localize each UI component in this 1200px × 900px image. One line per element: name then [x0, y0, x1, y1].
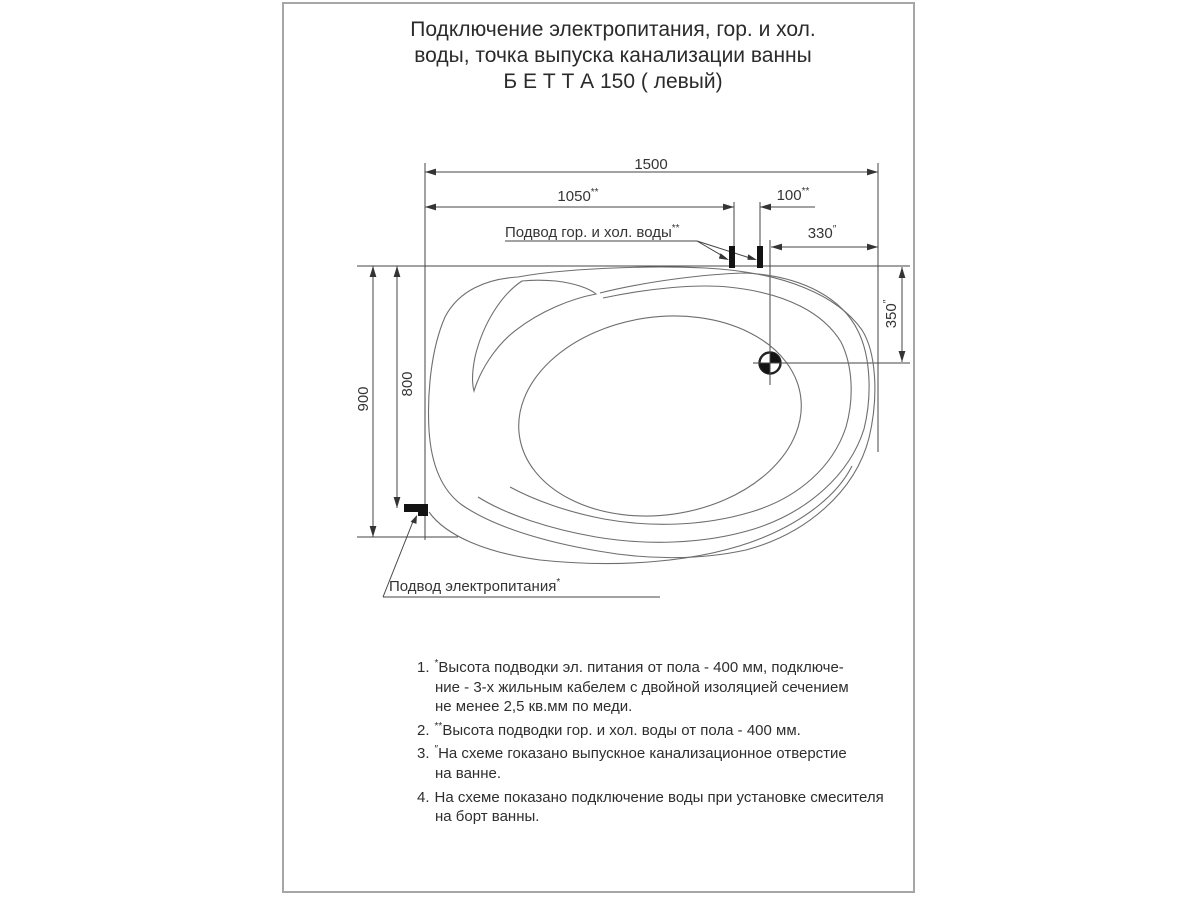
extension-lines	[357, 163, 910, 540]
arrow-icon	[394, 497, 401, 508]
tub-basin-ellipse	[506, 298, 815, 534]
water-leader-2	[697, 241, 750, 258]
title-line-2: воды, точка выпуска канализации ванны	[414, 44, 812, 67]
note-line: 1. *Высота подводки эл. питания от пола - 400 мм, подключе-	[417, 658, 844, 676]
dim-800-label: 800	[399, 371, 416, 397]
dim-1050-label: 1050**	[557, 187, 599, 205]
arrow-icon	[771, 244, 782, 251]
tub-rim-line-1	[478, 273, 869, 542]
water-inlet-bar-left	[729, 246, 735, 268]
note-line: ние - 3-х жильным кабелем с двойной изоляцией сечением	[435, 678, 849, 696]
tub-headrest-contour	[473, 280, 596, 391]
note-line: на борт ванны.	[435, 808, 540, 826]
water-inlet-bar-right	[757, 246, 763, 268]
arrow-icon	[370, 526, 377, 537]
dim-350-label: 350″	[882, 299, 900, 329]
title-line-3: Б Е Т Т А 150 ( левый)	[503, 70, 723, 93]
arrow-icon	[394, 266, 401, 277]
tub-rim-line-2	[510, 286, 851, 524]
arrow-icon	[867, 244, 878, 251]
drain-crosshair	[753, 346, 787, 385]
leader-lines	[383, 241, 750, 597]
arrow-icon	[867, 169, 878, 176]
power-supply-label: Подвод электропитания*	[389, 577, 561, 595]
arrow-icon	[760, 204, 771, 211]
note-line: 4. На схеме показано подключение воды при установке смесителя	[417, 788, 884, 806]
drain-outlet-crosshair-symbol	[753, 346, 787, 385]
dim-900-label: 900	[355, 386, 372, 412]
power-inlet-bar-step	[418, 510, 428, 516]
arrow-icon	[899, 351, 906, 362]
arrow-icon	[370, 266, 377, 277]
title-line-1: Подключение электропитания, гор. и хол.	[410, 18, 816, 41]
dim-100-label: 100**	[776, 186, 810, 204]
arrow-icon	[899, 267, 906, 278]
arrow-icon	[747, 254, 757, 260]
arrow-icon	[723, 204, 734, 211]
arrow-icon	[425, 204, 436, 211]
arrow-icon	[411, 515, 417, 524]
dim-330-label: 330″	[807, 224, 837, 242]
bathtub-contours	[429, 267, 875, 564]
note-line: 2. **Высота подводки гор. и хол. воды от пола - 400 мм.	[417, 720, 801, 739]
water-supply-label: Подвод гор. и хол. воды**	[505, 223, 680, 241]
arrow-icon	[719, 253, 729, 260]
dim-1500-label: 1500	[634, 156, 668, 173]
note-line: на ванне.	[435, 764, 502, 782]
note-line: не менее 2,5 кв.мм по меди.	[435, 698, 633, 716]
leader-arrowheads	[411, 253, 757, 524]
note-line: 3. ″На схеме гоказано выпускное канализационное отверстие	[417, 744, 847, 763]
notes-block	[417, 654, 927, 827]
drain-quadrant-bottom-left	[760, 363, 771, 374]
arrow-icon	[425, 169, 436, 176]
